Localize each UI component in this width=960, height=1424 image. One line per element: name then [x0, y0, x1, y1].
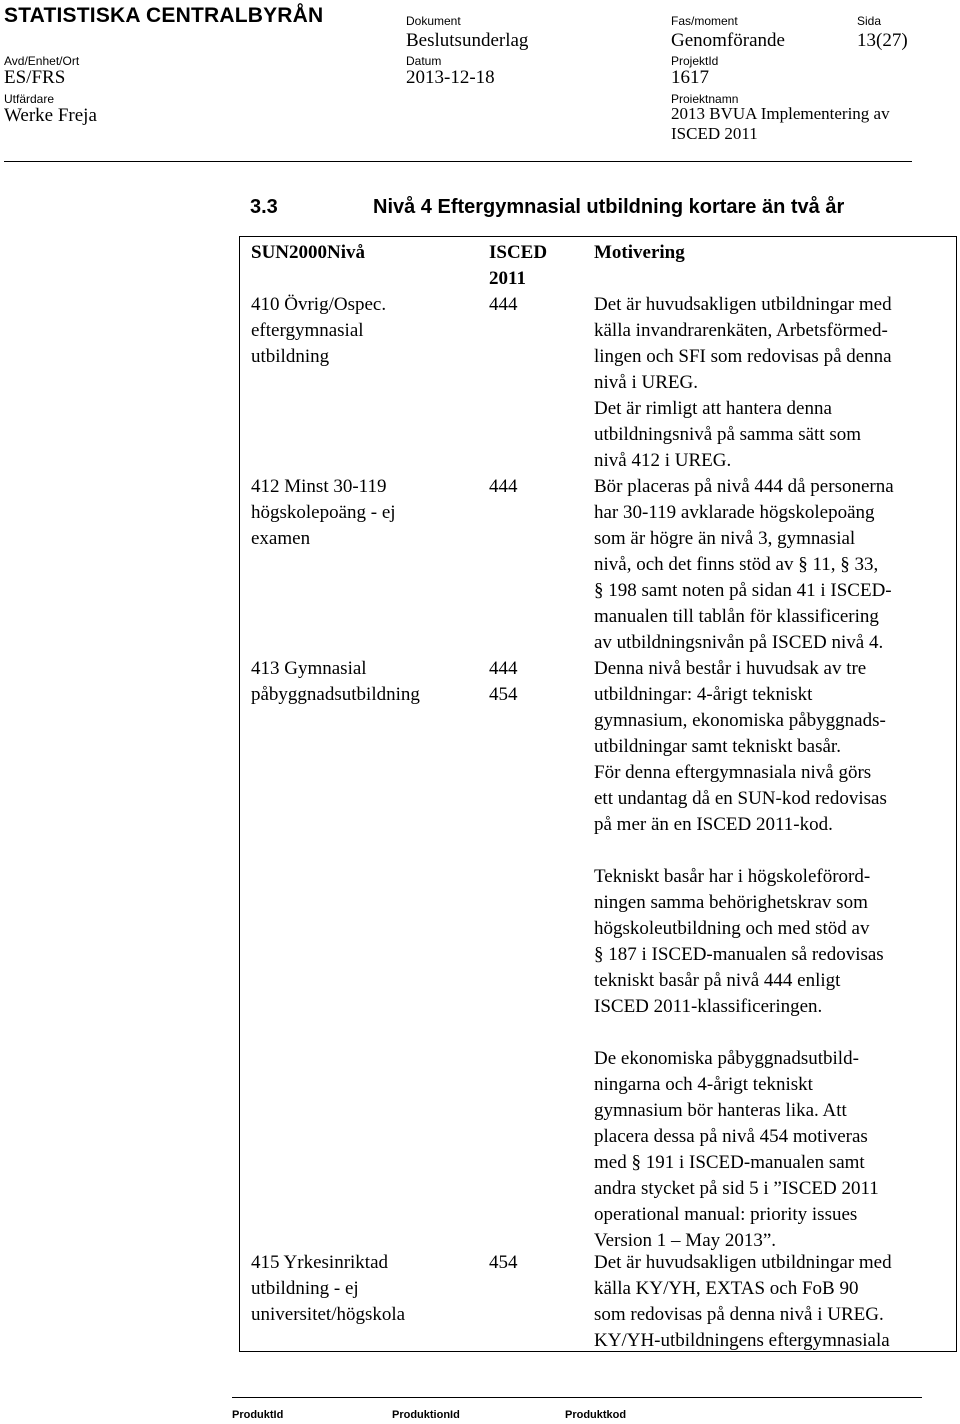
sida-label: Sida: [857, 14, 882, 28]
utfardare-value: Werke Freja: [4, 105, 97, 126]
dokument-value: Beslutsunderlag: [406, 30, 529, 51]
projektid-label: ProjektId: [671, 54, 719, 68]
fas-value: Genomförande: [671, 30, 785, 51]
row3-isced: 444 454: [489, 658, 518, 705]
org-name: STATISTISKA CENTRALBYRÅN: [4, 4, 324, 27]
row2-motivering: Bör placeras på nivå 444 då personerna har 30-119 avklarade högskolepoäng som är högre än nivå 3, gymnasial nivå, och det finns stöd av § 11, § 33, § 198 samt noten på sidan 41 i ISCED- manualen till tablån för klassificering av utbildningsnivån på ISCED nivå 4.: [594, 476, 894, 653]
datum-value: 2013-12-18: [406, 67, 495, 88]
row2-sun: 412 Minst 30-119 högskolepoäng - ej examen: [251, 476, 396, 549]
projektnamn-label: Proiektnamn: [671, 92, 739, 106]
datum-label: Datum: [406, 54, 442, 68]
row4-sun: 415 Yrkesinriktad utbildning - ej universitet/högskola: [251, 1252, 406, 1325]
avd-value: ES/FRS: [4, 67, 66, 88]
projektnamn-line2: ISCED 2011: [671, 124, 758, 143]
row3-motivering-block1: Denna nivå består i huvudsak av tre utbildningar: 4-årigt tekniskt gymnasium, ekonomiska påbyggnads- utbildningar samt tekniskt basår. För denna eftergymnasiala nivå görs ett undantag då en SUN-kod redovisas på mer än en ISCED 2011-kod.: [594, 658, 887, 835]
row3-motivering-block3: De ekonomiska påbyggnadsutbild- ningarna och 4-årigt tekniskt gymnasium bör hanteras lika. Att placera dessa på nivå 454 motiveras med § 191 i ISCED-manualen samt andra stycket på sid 5 i ”ISCED 2011 operational manual: priority issues Version 1 – May 2013”.: [594, 1048, 879, 1251]
row3-sun: 413 Gymnasial påbyggnadsutbildning: [251, 658, 420, 705]
section-title: Nivå 4 Eftergymnasial utbildning kortare än två år: [373, 196, 845, 218]
isced-table: [239, 236, 957, 1352]
header-rule: [4, 161, 912, 162]
section-number: 3.3: [250, 196, 278, 218]
row4-isced: 454: [489, 1252, 518, 1273]
projektnamn-line1: 2013 BVUA Implementering av: [671, 104, 890, 123]
row2-isced: 444: [489, 476, 518, 497]
row1-motivering: Det är huvudsakligen utbildningar med källa invandrarenkäten, Arbetsförmed- lingen och SFI som redovisas på denna nivå i UREG. Det är rimligt att hantera denna utbildningsnivå på samma sätt som nivå 412 i UREG.: [594, 294, 892, 471]
avd-label: Avd/Enhet/Ort: [4, 54, 80, 68]
header-sun: SUN2000Nivå: [251, 242, 366, 263]
utfardare-label: Utfärdare: [4, 92, 55, 106]
projektid-value: 1617: [671, 67, 709, 88]
sida-value: 13(27): [857, 30, 908, 51]
row1-isced: 444: [489, 294, 518, 315]
produktionid-label: ProduktionId: [392, 1409, 460, 1421]
produktid-label: ProduktId: [232, 1409, 284, 1421]
dokument-label: Dokument: [406, 14, 461, 28]
footer-rule: [232, 1397, 922, 1398]
row3-motivering-block2: Tekniskt basår har i högskoleförord- ningen samma behörighetskrav som högskoleutbildning och med stöd av § 187 i ISCED-manualen så redovisas tekniskt basår på nivå 444 enligt ISCED 2011-klassificeringen.: [594, 866, 884, 1017]
produktkod-label: Produktkod: [565, 1409, 627, 1421]
row4-motivering: Det är huvudsakligen utbildningar med källa KY/YH, EXTAS och FoB 90 som redovisas på denna nivå i UREG. KY/YH-utbildningens eftergymnasiala: [594, 1252, 892, 1351]
header-motivering: Motivering: [594, 242, 685, 263]
header-isced: ISCED 2011: [489, 242, 548, 289]
fas-label: Fas/moment: [671, 14, 738, 28]
row1-sun: 410 Övrig/Ospec. eftergymnasial utbildning: [251, 294, 387, 367]
